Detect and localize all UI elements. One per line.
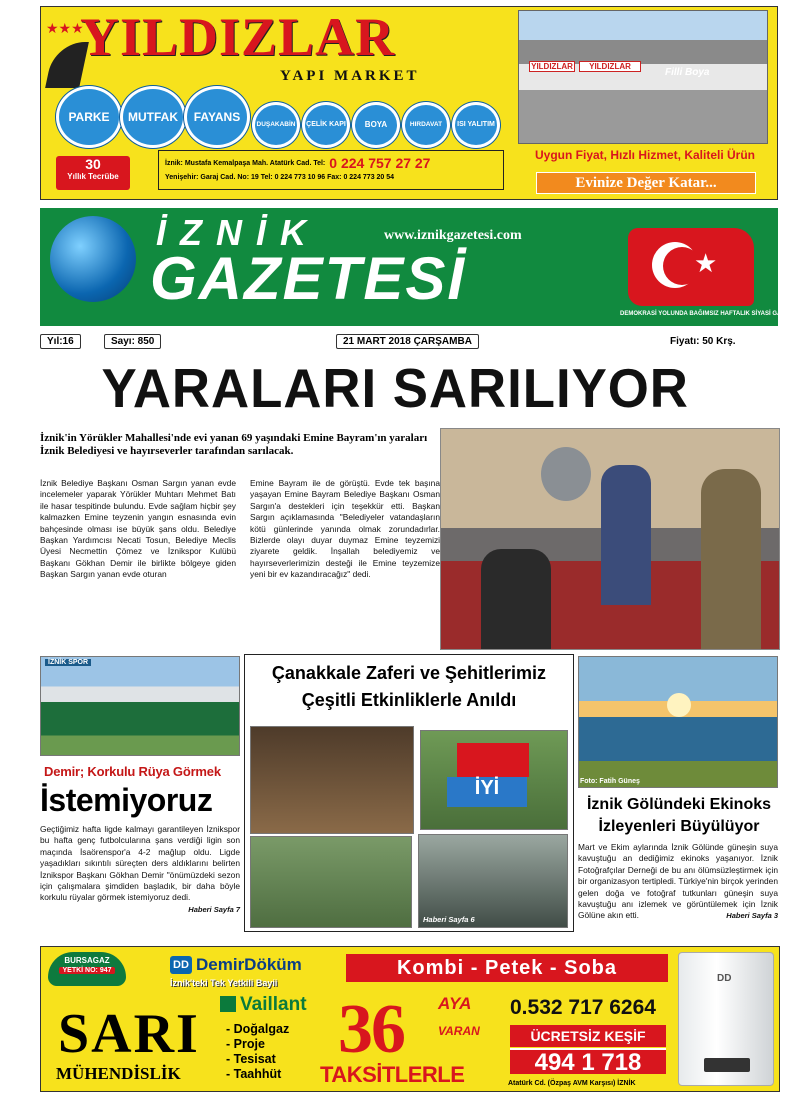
issue-info-bar bbox=[40, 334, 768, 354]
boiler-logo: DD bbox=[717, 973, 732, 984]
sari-brand-subtitle: MÜHENDİSLİK bbox=[56, 1064, 181, 1083]
turkish-flag-icon bbox=[457, 743, 529, 777]
issue-year: Yıl:16 bbox=[40, 334, 81, 349]
vaillant-brand: Vaillant bbox=[240, 994, 307, 1015]
lake-title bbox=[576, 794, 782, 838]
services-list bbox=[226, 1022, 289, 1082]
circle-dusakabin: DUŞAKABİN bbox=[252, 102, 300, 148]
service-item: - Taahhüt bbox=[226, 1067, 282, 1081]
website-link[interactable]: www.iznikgazetesi.com bbox=[384, 228, 522, 243]
circle-isi-yalitim: ISI YALITIM bbox=[452, 102, 500, 148]
advert-brand: YILDIZLAR bbox=[80, 7, 396, 67]
circle-celik-kapi: ÇELİK KAPI bbox=[302, 102, 350, 148]
newspaper-name-bottom: GAZETESİ bbox=[150, 245, 467, 312]
sport-title-big: İstemiyoruz bbox=[40, 782, 213, 818]
canakkale-photo-flags bbox=[420, 730, 568, 830]
stadium-banner: İZNİK SPOR bbox=[45, 659, 91, 666]
circle-mutfak: MUTFAK bbox=[120, 86, 186, 148]
address-yenisehir: Yenişehir: Garaj Cad. No: 19 Tel: 0 224 773 10 96 Fax: 0 224 773 20 54 bbox=[165, 174, 395, 181]
installment-count: 36 bbox=[338, 991, 404, 1068]
bursagaz-name: BURSAGAZ bbox=[64, 956, 110, 965]
canakkale-title-line-1: Çanakkale Zaferi ve Şehitlerimiz bbox=[271, 663, 547, 683]
experience-badge bbox=[56, 156, 130, 190]
boiler-control-panel bbox=[704, 1058, 750, 1072]
person-figure bbox=[481, 549, 551, 649]
sport-title-small: Demir; Korkulu Rüya Görmek bbox=[44, 764, 221, 779]
lake-page-ref: Haberi Sayfa 3 bbox=[726, 911, 778, 921]
lake-title-line-2: İzleyenleri Büyülüyor bbox=[598, 818, 760, 835]
circle-fayans: FAYANS bbox=[184, 86, 250, 148]
demirdokum-brand: DemirDöküm bbox=[196, 955, 302, 974]
canakkale-photo-ceremony bbox=[250, 726, 414, 834]
canakkale-photo-tree-planting bbox=[250, 836, 412, 928]
ad-phone-landline: 494 1 718 bbox=[510, 1048, 666, 1074]
service-item: - Proje bbox=[226, 1037, 265, 1051]
circle-parke: PARKE bbox=[56, 86, 122, 148]
lead-column-1: İznik Belediye Başkanı Osman Sargın yanan evde incelemeler yaparak Yörükler Muhtarı Mehmet Batı ile hasar tespitinde bulundu. Evde sağlam hiçbir şey kalmazken Emine teyzenin yangın esnasında evin bahçesinde olması ise büyük şans oldu. Belediye Başkan Yardımcısı Necati Tosun, Belediye Meclis Üyesi Necmettin Çömez ve İznikspor Kulübü Başkanı Gökhan Demir ile birlikte bölgeye giden Başkan Sargın yanan evde oturan bbox=[40, 478, 236, 580]
globe-logo-icon bbox=[50, 216, 136, 302]
circle-boya: BOYA bbox=[352, 102, 400, 148]
store-sign-right: YILDIZLAR bbox=[579, 61, 641, 72]
newspaper-name-top: İZNİK bbox=[156, 212, 320, 253]
experience-number: 30 bbox=[85, 156, 101, 172]
stars-icon: ★★★ bbox=[46, 20, 84, 36]
store-sign-filli-boya: Filli Boya bbox=[665, 67, 710, 78]
dealer-text: İznik'teki Tek Yetkili Bayii bbox=[170, 978, 278, 988]
person-figure bbox=[601, 465, 651, 605]
sun-icon bbox=[667, 693, 691, 717]
sari-brand: SARI bbox=[58, 1003, 200, 1065]
advert-slogan-banner: Evinize Değer Katar... bbox=[536, 172, 756, 194]
ad-phone-mobile: 0.532 717 6264 bbox=[510, 996, 656, 1019]
bursagaz-license: YETKİ NO: 947 bbox=[59, 967, 114, 974]
lake-title-line-1: İznik Gölündeki Ekinoks bbox=[586, 796, 772, 813]
satellite-dish-icon bbox=[541, 447, 591, 501]
installment-aya: AYA bbox=[438, 994, 472, 1013]
sport-body bbox=[40, 824, 240, 915]
canakkale-photo-gathering bbox=[418, 834, 568, 928]
canakkale-title-line-2: Çeşitli Etkinliklerle Anıldı bbox=[301, 690, 517, 710]
vaillant-logo-icon bbox=[220, 996, 236, 1012]
canakkale-title bbox=[244, 660, 574, 714]
bursagaz-logo bbox=[48, 952, 126, 986]
advert-brand-subtitle: YAPI MARKET bbox=[280, 68, 420, 84]
party-flag: İYİ bbox=[447, 777, 527, 807]
demirdokum-logo-icon: DD bbox=[170, 956, 192, 974]
issue-date: 21 MART 2018 ÇARŞAMBA bbox=[336, 334, 479, 349]
store-photo bbox=[518, 10, 768, 144]
sport-body-text: Geçtiğimiz hafta ligde kalmayı garantileyen İznikspor bu hafta genç futbolcularına şans verdiği ligin son maçında İsaörenspor'a 4-2 mağlup oldu. Ligde yaşadıkları sıkıntılı süreçten ders aldıklarını belirten İznikspor Başkanı Gökhan Demir "önümüzdeki sezon için çalışmalara şimdiden başladık, bir daha böyle korkulu rüyalar görmek istemiyoruz dedi. bbox=[40, 824, 240, 903]
sport-page-ref: Haberi Sayfa 7 bbox=[188, 904, 240, 914]
main-headline: YARALARI SARILIYOR bbox=[101, 357, 689, 419]
lake-body-text: Mart ve Ekim aylarında İznik Gölünde güneşin suya kavuştuğu an dediğimiz ekinoks yaşanıyor. İznik Fotoğrafçılar Derneği de bu anı ölümsüzleştirmek için bir organizasyon tertipledi. Türkiye'nin birçok yerinden gelen doğa ve fotoğraf tutkunları güneşin suya kavuştuğu anı izlemek ve görüntülemek için İznik Gölüne akın etti. bbox=[578, 842, 778, 921]
experience-text: Yıllık Tecrübe bbox=[67, 172, 119, 181]
person-figure bbox=[701, 469, 761, 649]
advert-slogan: Uygun Fiyat, Hızlı Hizmet, Kaliteli Ürün bbox=[534, 148, 756, 162]
service-item: - Tesisat bbox=[226, 1052, 276, 1066]
kombi-banner: Kombi - Petek - Soba bbox=[346, 954, 668, 982]
installment-varan: VARAN bbox=[438, 1024, 480, 1038]
lead-column-2: Emine Bayram ile de görüştü. Evde tek başına yaşayan Emine Bayram Belediye Başkanı Osman Sargın'a destekleri için teşekkür etti. Başkan Sargın açıklamasında "Belediyeler vatandaşların kötü günlerinde yanında olmak zorundadırlar. Bizlerde olayı duyar duymaz Emine teyzemizi ziyarete geldik. İnşallah belediyemiz ve hayırseverlerimizin desteği ile Emine teyzemize yeni bir ev kazandıracağız" dedi. bbox=[250, 478, 440, 580]
issue-number: Sayı: 850 bbox=[104, 334, 161, 349]
lake-sunset-photo bbox=[578, 656, 778, 788]
advert-phone: 0 224 757 27 27 bbox=[329, 155, 431, 171]
lake-body bbox=[578, 842, 778, 922]
service-item: - Doğalgaz bbox=[226, 1022, 290, 1036]
free-survey-banner: ÜCRETSİZ KEŞİF bbox=[510, 1025, 666, 1047]
lead-intro: İznik'in Yörükler Mahallesi'nde evi yanan 69 yaşındaki Emine Bayram'ın yaraları İznik Belediyesi ve hayırseverler tarafından sarılacak. bbox=[40, 432, 428, 457]
advert-address-box bbox=[158, 150, 504, 190]
canakkale-page-ref: Haberi Sayfa 6 bbox=[423, 915, 475, 924]
address-iznik: İznik: Mustafa Kemalpaşa Mah. Atatürk Cad. Tel: bbox=[165, 159, 326, 167]
store-sign-left: YILDIZLAR bbox=[529, 61, 575, 72]
circle-hirdavat: HIRDAVAT bbox=[402, 102, 450, 148]
lead-photo bbox=[440, 428, 780, 650]
ad-address: Atatürk Cd. (Özpaş AVM Karşısı) İZNİK bbox=[508, 1080, 636, 1087]
installment-text: TAKSİTLERLE bbox=[320, 1062, 465, 1087]
sport-team-photo bbox=[40, 656, 240, 756]
flag-star-icon: ★ bbox=[694, 248, 718, 278]
issue-price: Fiyatı: 50 Krş. bbox=[670, 336, 736, 347]
photo-credit: Foto: Fatih Güneş bbox=[580, 778, 640, 785]
newspaper-tagline: DEMOKRASİ YOLUNDA BAĞIMSIZ HAFTALIK SİYASİ GAZETE bbox=[620, 311, 797, 317]
